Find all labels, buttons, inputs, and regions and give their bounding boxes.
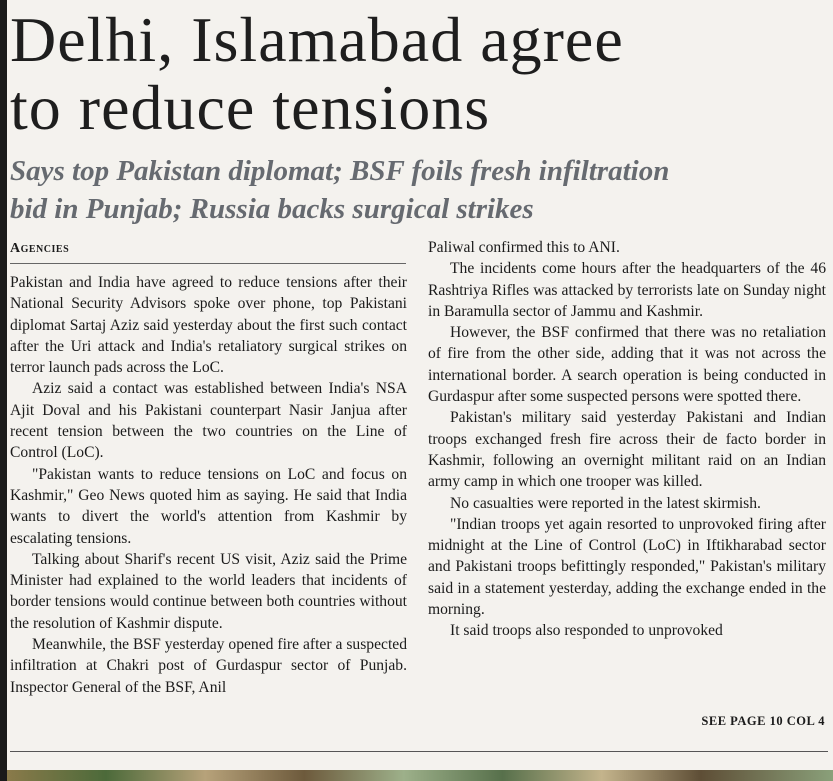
paragraph: It said troops also responded to unprovoked: [450, 622, 723, 640]
headline-line-1: Delhi, Islamabad agree: [10, 4, 624, 75]
subheadline: [10, 152, 830, 228]
divider: [10, 751, 828, 752]
paragraph: "Indian troops yet again resorted to unprovoked firing after midnight at the Line of Control (LoC) in Iftikharabad sector and Pakistani troops befittingly responded," Pakistan's military said in a statement yesterday, adding the exchange ended in the morning.: [428, 515, 826, 619]
paragraph: Talking about Sharif's recent US visit, Aziz said the Prime Minister had explained to the world leaders that incidents of border tensions would continue between both countries without the resolution of Kashmir dispute.: [10, 550, 407, 632]
paragraph: The incidents come hours after the headquarters of the 46 Rashtriya Rifles was attacked by terrorists late on Sunday night in Baramulla sector of Jammu and Kashmir.: [428, 260, 826, 320]
paragraph: Paliwal confirmed this to ANI.: [428, 239, 620, 256]
paragraph: However, the BSF confirmed that there was no retaliation of fire from the other side, adding that it was not across the international border. A search operation is being conducted in Gurdaspur after some suspected persons were spotted there.: [428, 324, 826, 406]
headline-line-2: to reduce tensions: [10, 72, 491, 143]
headline: [10, 6, 830, 142]
paragraph: Pakistan and India have agreed to reduce tensions after their National Security Advisors spoke over phone, top Pakistani diplomat Sartaj Aziz said yesterday about the first such contact after the Uri attack and India's retaliatory surgical strikes on terror launch pads across the LoC.: [10, 274, 407, 377]
paragraph: Aziz said a contact was established between India's NSA Ajit Doval and his Pakistani counterpart Nasir Janjua after recent tension between the two countries on the Line of Control (LoC).: [10, 380, 407, 462]
continuation-note: SEE PAGE 10 COL 4: [701, 714, 825, 728]
paragraph: "Pakistan wants to reduce tensions on LoC and focus on Kashmir," Geo News quoted him as saying. He said that India wants to divert the world's attention from Kashmir by escalating tensions.: [10, 465, 407, 547]
photo-strip: [7, 770, 833, 781]
article-column-left: [10, 272, 407, 698]
paragraph: Meanwhile, the BSF yesterday opened fire after a suspected infiltration at Chakri post of Gurdaspur sector of Punjab. Inspector General of the BSF, Anil: [10, 636, 407, 696]
page-edge-bar: [0, 0, 7, 781]
byline: Agencies: [10, 239, 406, 264]
subheadline-line-2: bid in Punjab; Russia backs surgical strikes: [10, 193, 534, 225]
paragraph: No casualties were reported in the latest skirmish.: [450, 494, 761, 512]
subheadline-line-1: Says top Pakistan diplomat; BSF foils fresh infiltration: [10, 155, 670, 187]
paragraph: Pakistan's military said yesterday Pakistani and Indian troops exchanged fresh fire across their de facto border in Kashmir, following an overnight militant raid on an Indian army camp in which one trooper was killed.: [428, 409, 826, 491]
article-column-right: [428, 237, 826, 642]
